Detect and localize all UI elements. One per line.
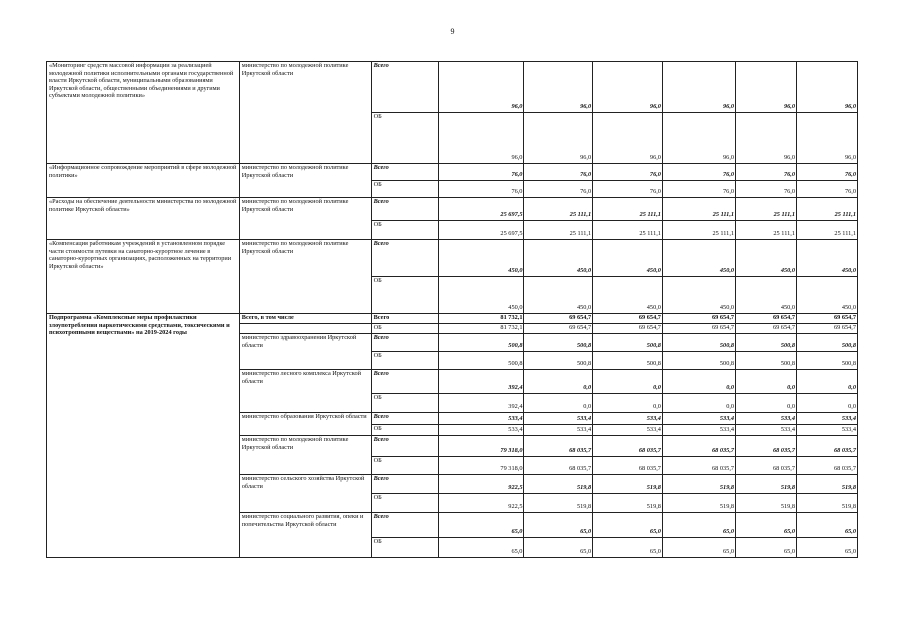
value-cell: 25 111,1: [796, 198, 857, 221]
value-cell: 500,8: [736, 352, 797, 370]
value-cell: 81 732,1: [439, 324, 524, 334]
table-row: [47, 62, 858, 113]
value-cell: 500,8: [796, 352, 857, 370]
value-cell: 500,8: [439, 334, 524, 352]
value-cell: 96,0: [593, 113, 663, 164]
value-cell: 500,8: [524, 352, 593, 370]
value-cell: 76,0: [593, 164, 663, 181]
empty-cell: [239, 324, 371, 334]
value-cell: 65,0: [593, 538, 663, 558]
source-label: ОБ: [371, 324, 439, 334]
value-cell: 65,0: [439, 513, 524, 538]
value-cell: 450,0: [593, 240, 663, 277]
value-cell: 96,0: [796, 113, 857, 164]
value-cell: 76,0: [796, 164, 857, 181]
value-cell: 76,0: [439, 181, 524, 198]
value-cell: 69 654,7: [662, 314, 735, 324]
responsible-org: министерство по молодежной политике Иркутской области: [239, 198, 371, 240]
value-cell: 25 111,1: [524, 198, 593, 221]
value-cell: 69 654,7: [593, 314, 663, 324]
source-label: Всего: [371, 475, 439, 494]
value-cell: 519,8: [662, 494, 735, 513]
value-cell: 69 654,7: [524, 314, 593, 324]
value-cell: 96,0: [662, 62, 735, 113]
value-cell: 76,0: [736, 164, 797, 181]
value-cell: 519,8: [736, 494, 797, 513]
value-cell: 533,4: [796, 413, 857, 425]
source-label: ОБ: [371, 538, 439, 558]
value-cell: 519,8: [662, 475, 735, 494]
value-cell: 96,0: [662, 113, 735, 164]
value-cell: 0,0: [736, 370, 797, 394]
value-cell: 0,0: [524, 370, 593, 394]
value-cell: 69 654,7: [593, 324, 663, 334]
value-cell: 65,0: [736, 538, 797, 558]
value-cell: 68 035,7: [796, 457, 857, 475]
value-cell: 96,0: [796, 62, 857, 113]
value-cell: 533,4: [439, 413, 524, 425]
responsible-org: министерство по молодежной политике Иркутской области: [239, 62, 371, 164]
value-cell: 533,4: [662, 425, 735, 436]
value-cell: 519,8: [736, 475, 797, 494]
value-cell: 65,0: [662, 513, 735, 538]
value-cell: 65,0: [796, 538, 857, 558]
value-cell: 65,0: [736, 513, 797, 538]
value-cell: 500,8: [593, 334, 663, 352]
value-cell: 68 035,7: [593, 436, 663, 457]
source-label: Всего: [371, 62, 439, 113]
source-label: Всего: [371, 240, 439, 277]
value-cell: 450,0: [524, 240, 593, 277]
value-cell: 68 035,7: [796, 436, 857, 457]
value-cell: 76,0: [736, 181, 797, 198]
source-label: Всего: [371, 370, 439, 394]
source-label: ОБ: [371, 394, 439, 413]
value-cell: 76,0: [662, 164, 735, 181]
value-cell: 450,0: [662, 240, 735, 277]
value-cell: 65,0: [439, 538, 524, 558]
value-cell: 25 111,1: [662, 221, 735, 240]
source-label: ОБ: [371, 425, 439, 436]
value-cell: 519,8: [524, 475, 593, 494]
value-cell: 79 318,0: [439, 436, 524, 457]
value-cell: 500,8: [524, 334, 593, 352]
value-cell: 68 035,7: [593, 457, 663, 475]
value-cell: 922,5: [439, 475, 524, 494]
source-label: ОБ: [371, 181, 439, 198]
budget-table: [46, 61, 858, 558]
value-cell: 0,0: [736, 394, 797, 413]
value-cell: 76,0: [662, 181, 735, 198]
value-cell: 96,0: [524, 62, 593, 113]
responsible-org: министерство по молодежной политике Иркутской области: [239, 164, 371, 198]
source-label: Всего: [371, 164, 439, 181]
value-cell: 96,0: [439, 62, 524, 113]
value-cell: 500,8: [593, 352, 663, 370]
responsible-org: министерство по молодежной политике Иркутской области: [239, 436, 371, 475]
value-cell: 450,0: [796, 240, 857, 277]
value-cell: 392,4: [439, 394, 524, 413]
source-label: Всего: [371, 334, 439, 352]
value-cell: 69 654,7: [796, 314, 857, 324]
value-cell: 76,0: [593, 181, 663, 198]
value-cell: 76,0: [796, 181, 857, 198]
value-cell: 519,8: [593, 475, 663, 494]
value-cell: 65,0: [796, 513, 857, 538]
value-cell: 96,0: [736, 113, 797, 164]
responsible-org: министерство социального развития, опеки и попечительства Иркутской области: [239, 513, 371, 558]
value-cell: 68 035,7: [524, 457, 593, 475]
value-cell: 25 111,1: [593, 198, 663, 221]
value-cell: 0,0: [662, 370, 735, 394]
value-cell: 25 111,1: [593, 221, 663, 240]
value-cell: 76,0: [524, 181, 593, 198]
value-cell: 0,0: [662, 394, 735, 413]
value-cell: 500,8: [662, 334, 735, 352]
value-cell: 65,0: [662, 538, 735, 558]
value-cell: 76,0: [524, 164, 593, 181]
subprogram-name: Подпрограмма «Комплексные меры профилактики злоупотребления наркотическими средствами, токсическими и психотропными веществами» на 2019-2024 годы: [47, 314, 240, 558]
value-cell: 96,0: [593, 62, 663, 113]
responsible-org: министерство сельского хозяйства Иркутской области: [239, 475, 371, 513]
value-cell: 0,0: [593, 394, 663, 413]
value-cell: 0,0: [524, 394, 593, 413]
value-cell: 500,8: [796, 334, 857, 352]
source-label: ОБ: [371, 352, 439, 370]
source-label: Всего: [371, 198, 439, 221]
value-cell: 519,8: [524, 494, 593, 513]
value-cell: 450,0: [524, 277, 593, 314]
value-cell: 533,4: [796, 425, 857, 436]
activity-name: «Мониторинг средств массовой информации за реализацией молодежной политики исполнительными органами государственной власти Иркутской области, муниципальными образованиями Иркутской области, общественными объединениями и другими субъектами молодежной политики»: [47, 62, 240, 164]
value-cell: 25 697,5: [439, 198, 524, 221]
value-cell: 65,0: [524, 538, 593, 558]
value-cell: 500,8: [736, 334, 797, 352]
value-cell: 392,4: [439, 370, 524, 394]
value-cell: 25 697,5: [439, 221, 524, 240]
value-cell: 65,0: [593, 513, 663, 538]
table-body: [47, 62, 858, 558]
value-cell: 533,4: [439, 425, 524, 436]
value-cell: 25 111,1: [524, 221, 593, 240]
source-label: Всего: [371, 413, 439, 425]
source-label: ОБ: [371, 113, 439, 164]
value-cell: 69 654,7: [524, 324, 593, 334]
value-cell: 450,0: [439, 240, 524, 277]
value-cell: 533,4: [593, 413, 663, 425]
value-cell: 533,4: [736, 425, 797, 436]
responsible-org: министерство лесного комплекса Иркутской области: [239, 370, 371, 413]
value-cell: 76,0: [439, 164, 524, 181]
table-row: [47, 240, 858, 277]
page-number: 9: [450, 27, 455, 36]
value-cell: 533,4: [593, 425, 663, 436]
value-cell: 922,5: [439, 494, 524, 513]
value-cell: 500,8: [439, 352, 524, 370]
value-cell: 25 111,1: [662, 198, 735, 221]
value-cell: 450,0: [439, 277, 524, 314]
value-cell: 0,0: [593, 370, 663, 394]
value-cell: 533,4: [524, 425, 593, 436]
source-label: ОБ: [371, 221, 439, 240]
value-cell: 69 654,7: [736, 314, 797, 324]
value-cell: 450,0: [662, 277, 735, 314]
value-cell: 519,8: [593, 494, 663, 513]
value-cell: 69 654,7: [736, 324, 797, 334]
source-label: ОБ: [371, 277, 439, 314]
value-cell: 519,8: [796, 475, 857, 494]
value-cell: 25 111,1: [796, 221, 857, 240]
value-cell: 68 035,7: [736, 436, 797, 457]
value-cell: 500,8: [662, 352, 735, 370]
value-cell: 69 654,7: [662, 324, 735, 334]
value-cell: 450,0: [593, 277, 663, 314]
value-cell: 79 318,0: [439, 457, 524, 475]
responsible-org: министерство здравоохранения Иркутской области: [239, 334, 371, 370]
activity-name: «Расходы на обеспечение деятельности министерства по молодежной политике Иркутской области»: [47, 198, 240, 240]
value-cell: 450,0: [736, 240, 797, 277]
value-cell: 65,0: [524, 513, 593, 538]
value-cell: 450,0: [796, 277, 857, 314]
value-cell: 0,0: [796, 370, 857, 394]
value-cell: 533,4: [524, 413, 593, 425]
value-cell: 25 111,1: [736, 198, 797, 221]
value-cell: 96,0: [439, 113, 524, 164]
value-cell: 96,0: [524, 113, 593, 164]
value-cell: 25 111,1: [736, 221, 797, 240]
value-cell: 68 035,7: [662, 436, 735, 457]
value-cell: 519,8: [796, 494, 857, 513]
source-label: Всего: [371, 314, 439, 324]
table-row: [47, 198, 858, 221]
value-cell: 0,0: [796, 394, 857, 413]
value-cell: 96,0: [736, 62, 797, 113]
value-cell: 81 732,1: [439, 314, 524, 324]
value-cell: 69 654,7: [796, 324, 857, 334]
source-label: Всего: [371, 436, 439, 457]
source-label: Всего: [371, 513, 439, 538]
responsible-org: министерство по молодежной политике Иркутской области: [239, 240, 371, 314]
value-cell: 450,0: [736, 277, 797, 314]
activity-name: «Информационное сопровождение мероприятий в сфере молодежной политики»: [47, 164, 240, 198]
value-cell: 533,4: [662, 413, 735, 425]
value-cell: 533,4: [736, 413, 797, 425]
source-label: ОБ: [371, 457, 439, 475]
value-cell: 68 035,7: [662, 457, 735, 475]
activity-name: «Компенсация работникам учреждений в установленном порядке части стоимости путевки на санаторно-курортное лечение в санаторно-курортных организациях, расположенных на территории Иркутской области»: [47, 240, 240, 314]
table-row: [47, 164, 858, 181]
value-cell: 68 035,7: [736, 457, 797, 475]
responsible-org: министерство образования Иркутской области: [239, 413, 371, 436]
value-cell: 68 035,7: [524, 436, 593, 457]
subprogram-total-label: Всего, в том числе: [239, 314, 371, 324]
source-label: ОБ: [371, 494, 439, 513]
table-row: [47, 314, 858, 324]
